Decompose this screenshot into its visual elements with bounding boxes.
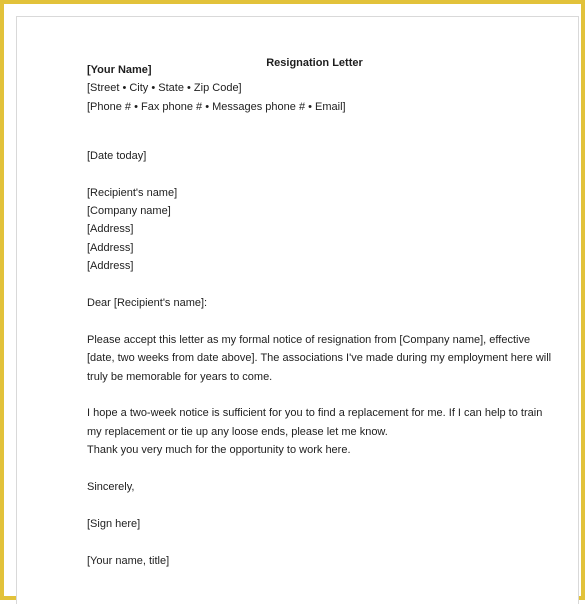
salutation: Dear [Recipient's name]: bbox=[87, 297, 208, 309]
paragraph-1-line: truly be memorable for years to come. bbox=[87, 371, 273, 383]
recipient-company: [Company name] bbox=[87, 205, 171, 217]
paragraph-2-line: Thank you very much for the opportunity to work here. bbox=[87, 444, 351, 456]
paragraph-1-line: [date, two weeks from date above]. The associations I've made during my employment here will bbox=[87, 352, 552, 364]
closing: Sincerely, bbox=[87, 481, 135, 493]
letter-date: [Date today] bbox=[87, 150, 147, 162]
sender-contacts: [Phone # • Fax phone # • Messages phone # • Email] bbox=[87, 101, 346, 113]
paragraph-2-line: my replacement or tie up any loose ends, please let me know. bbox=[87, 426, 388, 438]
letter-title: Resignation Letter bbox=[266, 57, 363, 69]
sender-name: [Your Name] bbox=[87, 64, 152, 76]
recipient-address-line: [Address] bbox=[87, 260, 134, 272]
recipient-address-line: [Address] bbox=[87, 223, 134, 235]
paragraph-2-line: I hope a two-week notice is sufficient for you to find a replacement for me. If I can help to train bbox=[87, 407, 543, 419]
sender-address: [Street • City • State • Zip Code] bbox=[87, 82, 242, 94]
document-page bbox=[16, 16, 579, 604]
recipient-name: [Recipient's name] bbox=[87, 187, 178, 199]
signature-placeholder: [Sign here] bbox=[87, 518, 141, 530]
recipient-address-line: [Address] bbox=[87, 242, 134, 254]
paragraph-1-line: Please accept this letter as my formal notice of resignation from [Company name], effective bbox=[87, 334, 531, 346]
name-title-placeholder: [Your name, title] bbox=[87, 555, 170, 567]
